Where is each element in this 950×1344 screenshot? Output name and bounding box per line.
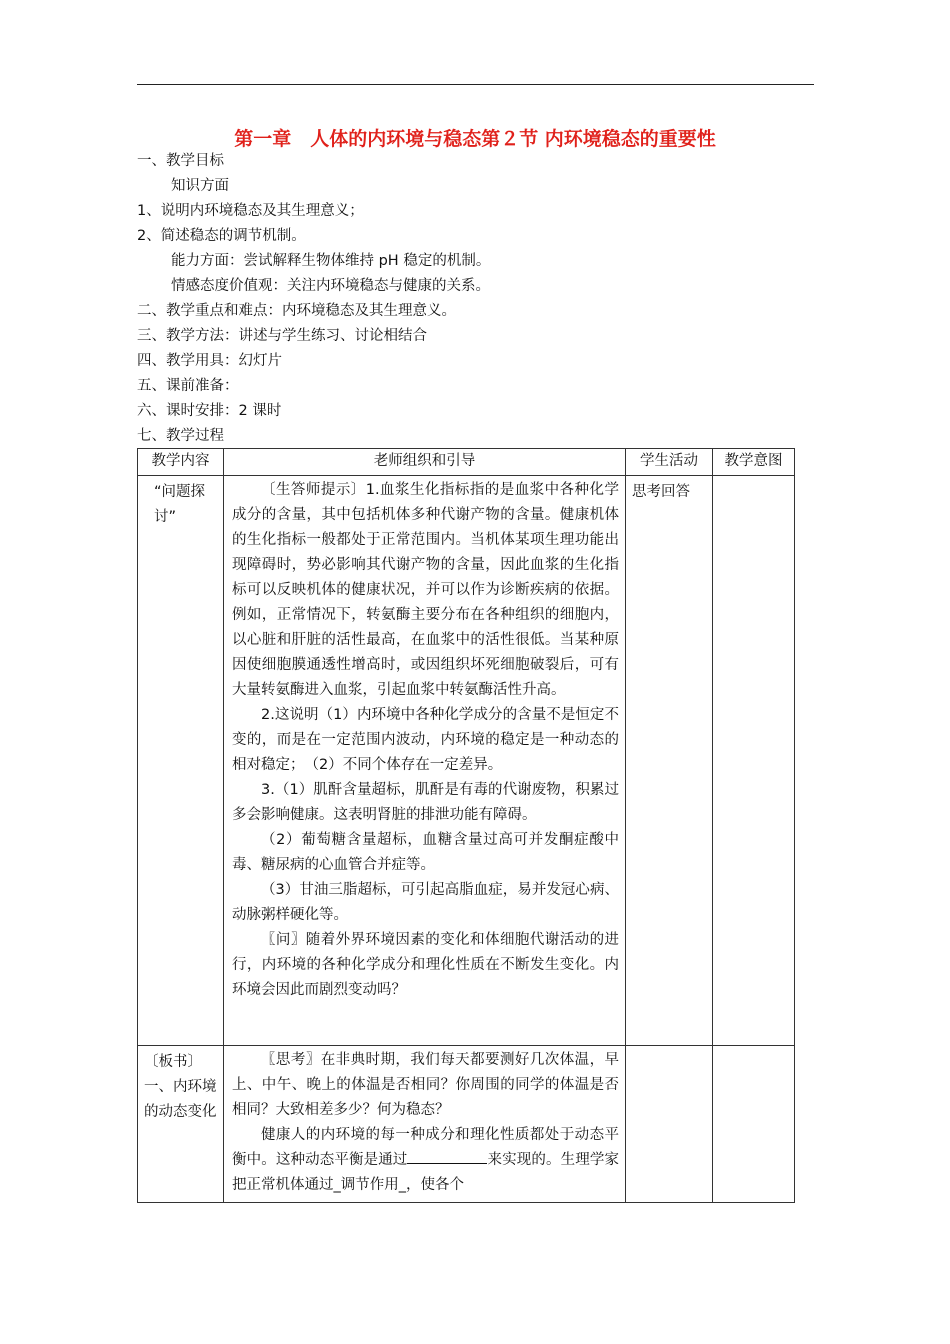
row2-content-label: 〔板书〕	[144, 1054, 202, 1070]
row1-para-5: （3）甘油三脂超标，可引起高脂血症，易并发冠心病、动脉粥样硬化等。	[232, 882, 619, 923]
key-points: 二、教学重点和难点：内环境稳态及其生理意义。	[137, 303, 456, 319]
row1-para-4: （2）葡萄糖含量超标，血糖含量过高可并发酮症酸中毒、糖尿病的心血管合并症等。	[232, 832, 619, 873]
row2-para-2	[232, 1123, 619, 1198]
row1-para-1: 〔生答师提示〕1.血浆生化指标指的是血浆中各种化学成分的含量，其中包括机体多种代谢产物的含量。健康机体的生化指标一般都处于正常范围内。当机体某项生理功能出现障碍时，势必影响其代谢产物的含量，因此血浆的生化指标可以反映机体的健康状况，并可以作为诊断疾病的依据。例如，正常情况下，转氨酶主要分布在各种组织的细胞内，以心脏和肝脏的活性最高，在血浆中的活性很低。当某种原因使细胞膜通透性增高时，或因组织坏死细胞破裂后，可有大量转氨酶进入血浆，引起血浆中转氨酶活性升高。	[232, 482, 619, 698]
knowledge-label: 知识方面	[171, 178, 229, 194]
row1-guidance	[224, 476, 626, 1046]
row1-content	[138, 476, 224, 1046]
objective-item-1: 1、说明内环境稳态及其生理意义；	[137, 203, 364, 219]
row2-intent	[713, 1046, 795, 1203]
header-content: 教学内容	[138, 449, 224, 476]
objectives-heading: 一、教学目标	[137, 153, 224, 169]
row2-para-2-start: 健康人的内环境的每一种成分和理化性质都处于动态平衡中。这种动态平衡是通过	[232, 1127, 619, 1168]
process-table	[137, 448, 795, 1203]
objective-item-2: 2、简述稳态的调节机制。	[137, 228, 306, 244]
teaching-method: 三、教学方法：讲述与学生练习、讨论相结合	[137, 328, 427, 344]
ability-objective: 能力方面：尝试解释生物体维持 pH 稳定的机制。	[171, 253, 491, 269]
header-intent: 教学意图	[713, 449, 795, 476]
header-student-activity: 学生活动	[626, 449, 713, 476]
class-schedule: 六、课时安排：2 课时	[137, 403, 282, 419]
row1-student-activity: 思考回答	[626, 476, 713, 1046]
page-title: 第一章 人体的内环境与稳态第２节 内环境稳态的重要性	[234, 128, 716, 150]
table-row	[138, 1046, 795, 1203]
row1-content-text: “问题探讨”	[154, 484, 206, 525]
row1-para-6: 〖问〗随着外界环境因素的变化和体细胞代谢活动的进行，内环境的各种化学成分和理化性质在不断发生变化。内环境会因此而剧烈变动吗？	[232, 932, 619, 998]
row2-content-text: 一、内环境的动态变化	[144, 1079, 217, 1120]
header-guidance: 老师组织和引导	[224, 449, 626, 476]
attitude-objective: 情感态度价值观：关注内环境稳态与健康的关系。	[171, 278, 490, 294]
row2-student-activity	[626, 1046, 713, 1203]
process-heading: 七、教学过程	[137, 428, 224, 444]
fill-in-blank	[407, 1149, 487, 1164]
row2-content	[138, 1046, 224, 1203]
class-preparation: 五、课前准备：	[137, 378, 239, 394]
row1-para-3: 3.（1）肌酐含量超标，肌酐是有毒的代谢废物，积累过多会影响健康。这表明肾脏的排泄功能有障碍。	[232, 782, 619, 823]
row2-guidance	[224, 1046, 626, 1203]
row2-para-1: 〖思考〗在非典时期，我们每天都要测好几次体温，早上、中午、晚上的体温是否相同？你周围的同学的体温是否相同？大致相差多少？何为稳态？	[232, 1052, 619, 1118]
row1-para-2: 2.这说明（1）内环境中各种化学成分的含量不是恒定不变的，而是在一定范围内波动，内环境的稳定是一种动态的相对稳定； （2）不同个体存在一定差异。	[232, 707, 619, 773]
header-rule	[137, 84, 814, 85]
teaching-tools: 四、教学用具：幻灯片	[137, 353, 282, 369]
row2-para-2-end: 来实现的。生理学家把正常机体通过_调节作用_，使各个	[232, 1152, 620, 1193]
table-header-row	[138, 449, 795, 476]
table-row	[138, 476, 795, 1046]
row1-intent	[713, 476, 795, 1046]
